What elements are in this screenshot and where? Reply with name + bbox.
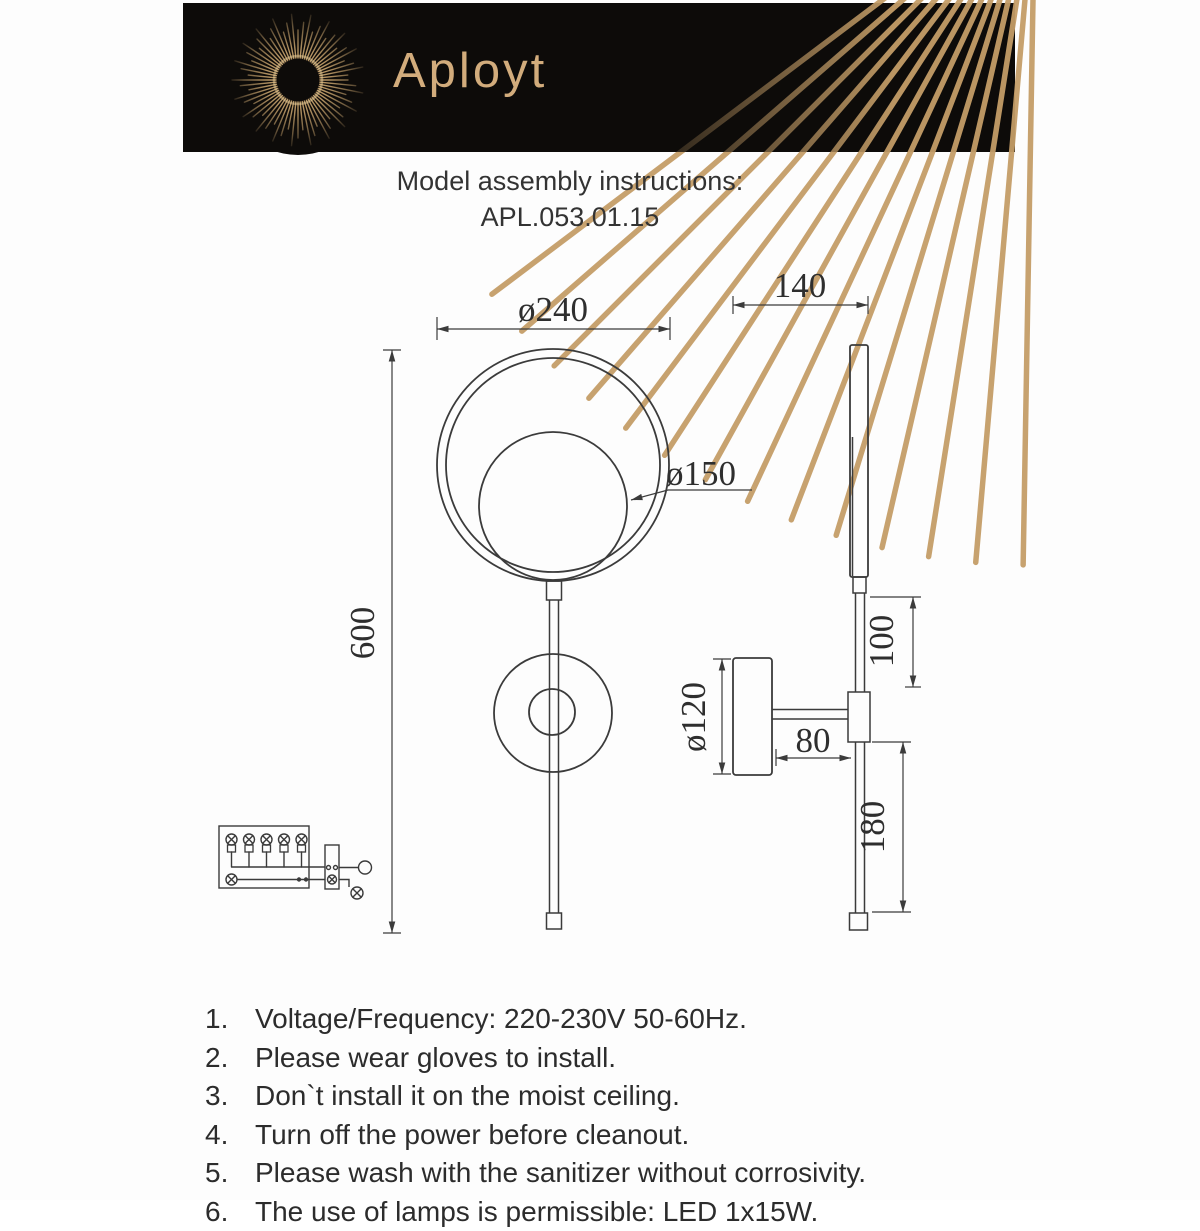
dimension-label-shade-diameter: ø150 <box>666 454 736 493</box>
item-number: 3. <box>205 1077 255 1116</box>
list-item <box>205 1193 1025 1231</box>
item-text: Voltage/Frequency: 220-230V 50-60Hz. <box>255 1000 747 1039</box>
item-text: Don`t install it on the moist ceiling. <box>255 1077 680 1116</box>
item-number: 2. <box>205 1039 255 1078</box>
list-item <box>205 1154 1025 1193</box>
dimension-label-ring-diameter: ø240 <box>518 290 588 329</box>
item-text: Please wear gloves to install. <box>255 1039 616 1078</box>
front-view-dimensions <box>343 290 752 933</box>
front-view <box>437 349 669 929</box>
wiring-diagram <box>219 826 372 899</box>
item-text: Turn off the power before cleanout. <box>255 1116 689 1155</box>
item-number: 6. <box>205 1193 255 1231</box>
dimension-label-depth: 140 <box>774 266 827 305</box>
brand-logo-text: Aployt <box>393 43 547 99</box>
list-item <box>205 1000 1025 1039</box>
list-item <box>205 1077 1025 1116</box>
item-number: 4. <box>205 1116 255 1155</box>
dimension-label-top-section: 100 <box>862 615 901 668</box>
instructions-list <box>205 1000 1025 1231</box>
list-item <box>205 1039 1025 1078</box>
item-number: 1. <box>205 1000 255 1039</box>
dimension-label-base-diameter: ø120 <box>674 682 713 752</box>
item-text: Please wash with the sanitizer without corrosivity. <box>255 1154 866 1193</box>
list-item <box>205 1116 1025 1155</box>
dimension-label-total-height: 600 <box>343 607 382 660</box>
side-view-dimensions <box>674 266 921 912</box>
item-text: The use of lamps is permissible: LED 1x15W. <box>255 1193 818 1231</box>
page-title: Model assembly instructions: <box>180 163 960 199</box>
model-number: APL.053.01.15 <box>180 199 960 235</box>
power-connector <box>359 861 372 874</box>
side-view <box>733 345 870 930</box>
item-number: 5. <box>205 1154 255 1193</box>
dimension-label-arm-length: 80 <box>796 721 831 760</box>
dimension-label-bottom-section: 180 <box>853 801 892 854</box>
